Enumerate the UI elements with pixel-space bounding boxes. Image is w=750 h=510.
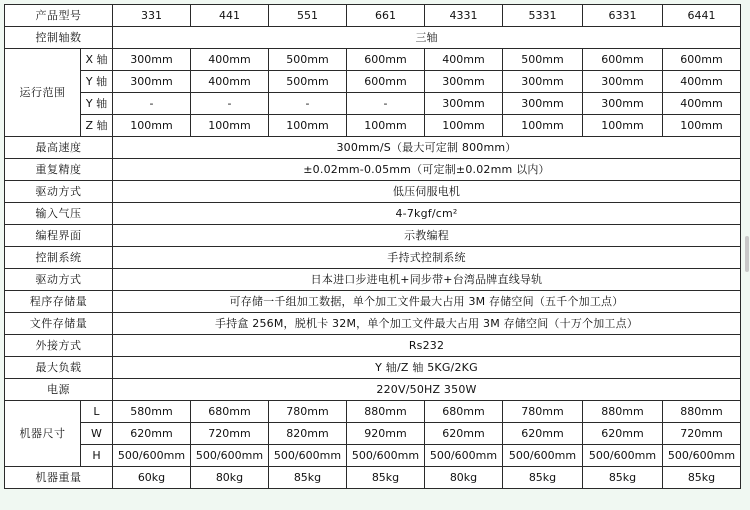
- size-cell: 580mm: [113, 401, 191, 423]
- range-cell: 500mm: [269, 71, 347, 93]
- range-cell: 500mm: [503, 49, 583, 71]
- spec-value: Rs232: [113, 335, 741, 357]
- size-cell: 680mm: [191, 401, 269, 423]
- model-cell: 6331: [583, 5, 663, 27]
- size-cell: 620mm: [425, 423, 503, 445]
- axis-label: Y 轴: [81, 71, 113, 93]
- weight-cell: 80kg: [425, 467, 503, 489]
- size-cell: 920mm: [347, 423, 425, 445]
- size-row-w: [5, 423, 741, 445]
- range-cell: 400mm: [191, 71, 269, 93]
- size-cell: 500/600mm: [663, 445, 741, 467]
- range-cell: 400mm: [663, 71, 741, 93]
- model-cell: 441: [191, 5, 269, 27]
- range-cell: 400mm: [425, 49, 503, 71]
- range-cell: -: [269, 93, 347, 115]
- range-cell: 600mm: [583, 49, 663, 71]
- size-row-l: [5, 401, 741, 423]
- spec-value: 手持盒 256M，脱机卡 32M，单个加工文件最大占用 3M 存储空间（十万个加工点）: [113, 313, 741, 335]
- row-label: 驱动方式: [5, 269, 113, 291]
- spec-value: 三轴: [113, 27, 741, 49]
- size-cell: 780mm: [503, 401, 583, 423]
- spec-value: 220V/50HZ 350W: [113, 379, 741, 401]
- range-cell: 100mm: [191, 115, 269, 137]
- model-row: [5, 5, 741, 27]
- range-cell: 500mm: [269, 49, 347, 71]
- model-cell: 5331: [503, 5, 583, 27]
- spec-row-programming: [5, 225, 741, 247]
- range-cell: 100mm: [347, 115, 425, 137]
- row-label: 产品型号: [5, 5, 113, 27]
- spec-value: 4-7kgf/cm²: [113, 203, 741, 225]
- spec-row-control: [5, 247, 741, 269]
- range-cell: 400mm: [191, 49, 269, 71]
- weight-row: [5, 467, 741, 489]
- spec-value: 手持式控制系统: [113, 247, 741, 269]
- weight-cell: 85kg: [503, 467, 583, 489]
- model-cell: 331: [113, 5, 191, 27]
- dim-label: H: [81, 445, 113, 467]
- size-cell: 500/600mm: [191, 445, 269, 467]
- range-row-y2: [5, 93, 741, 115]
- model-cell: 661: [347, 5, 425, 27]
- size-cell: 720mm: [191, 423, 269, 445]
- range-cell: 300mm: [503, 93, 583, 115]
- spec-row-precision: [5, 159, 741, 181]
- size-cell: 620mm: [583, 423, 663, 445]
- row-label: 控制系统: [5, 247, 113, 269]
- spec-row-interface: [5, 335, 741, 357]
- range-cell: 600mm: [347, 49, 425, 71]
- spec-row-file-storage: [5, 313, 741, 335]
- row-label: 程序存储量: [5, 291, 113, 313]
- size-cell: 620mm: [113, 423, 191, 445]
- weight-cell: 85kg: [269, 467, 347, 489]
- size-cell: 880mm: [583, 401, 663, 423]
- row-label: 机器重量: [5, 467, 113, 489]
- size-cell: 780mm: [269, 401, 347, 423]
- range-cell: 300mm: [113, 49, 191, 71]
- range-cell: -: [191, 93, 269, 115]
- size-cell: 820mm: [269, 423, 347, 445]
- size-cell: 500/600mm: [113, 445, 191, 467]
- weight-cell: 60kg: [113, 467, 191, 489]
- row-label: 外接方式: [5, 335, 113, 357]
- spec-value: 300mm/S（最大可定制 800mm）: [113, 137, 741, 159]
- axis-label: Z 轴: [81, 115, 113, 137]
- range-cell: 600mm: [663, 49, 741, 71]
- model-cell: 551: [269, 5, 347, 27]
- row-label: 编程界面: [5, 225, 113, 247]
- weight-cell: 85kg: [583, 467, 663, 489]
- range-cell: 100mm: [425, 115, 503, 137]
- spec-value: Y 轴/Z 轴 5KG/2KG: [113, 357, 741, 379]
- range-cell: 300mm: [425, 93, 503, 115]
- range-cell: 300mm: [583, 93, 663, 115]
- model-cell: 4331: [425, 5, 503, 27]
- axes-row: [5, 27, 741, 49]
- range-row-y: [5, 71, 741, 93]
- scrollbar-thumb[interactable]: [745, 236, 749, 272]
- spec-row-program-storage: [5, 291, 741, 313]
- range-cell: 100mm: [113, 115, 191, 137]
- row-label: 电源: [5, 379, 113, 401]
- range-cell: 300mm: [503, 71, 583, 93]
- dim-label: L: [81, 401, 113, 423]
- range-cell: 100mm: [503, 115, 583, 137]
- row-label: 驱动方式: [5, 181, 113, 203]
- row-label: 运行范围: [5, 49, 81, 137]
- weight-cell: 85kg: [347, 467, 425, 489]
- spec-row-drive: [5, 181, 741, 203]
- spec-value: ±0.02mm-0.05mm（可定制±0.02mm 以内）: [113, 159, 741, 181]
- range-cell: 100mm: [269, 115, 347, 137]
- range-cell: 100mm: [583, 115, 663, 137]
- axis-label: Y 轴: [81, 93, 113, 115]
- range-cell: 300mm: [113, 71, 191, 93]
- spec-row-load: [5, 357, 741, 379]
- size-cell: 500/600mm: [347, 445, 425, 467]
- spec-row-speed: [5, 137, 741, 159]
- spec-table: [4, 4, 741, 489]
- size-cell: 500/600mm: [269, 445, 347, 467]
- size-cell: 680mm: [425, 401, 503, 423]
- spec-row-drive-2: [5, 269, 741, 291]
- range-row-z: [5, 115, 741, 137]
- range-cell: 100mm: [663, 115, 741, 137]
- size-cell: 720mm: [663, 423, 741, 445]
- size-cell: 500/600mm: [425, 445, 503, 467]
- size-cell: 880mm: [663, 401, 741, 423]
- spec-value: 可存储一千组加工数据，单个加工文件最大占用 3M 存储空间（五千个加工点）: [113, 291, 741, 313]
- row-label: 机器尺寸: [5, 401, 81, 467]
- range-cell: -: [347, 93, 425, 115]
- range-cell: 300mm: [425, 71, 503, 93]
- weight-cell: 85kg: [663, 467, 741, 489]
- dim-label: W: [81, 423, 113, 445]
- size-row-h: [5, 445, 741, 467]
- range-row-x: [5, 49, 741, 71]
- range-cell: 400mm: [663, 93, 741, 115]
- spec-row-pressure: [5, 203, 741, 225]
- size-cell: 500/600mm: [583, 445, 663, 467]
- range-cell: 300mm: [583, 71, 663, 93]
- size-cell: 620mm: [503, 423, 583, 445]
- row-label: 最大负载: [5, 357, 113, 379]
- row-label: 输入气压: [5, 203, 113, 225]
- size-cell: 500/600mm: [503, 445, 583, 467]
- spec-value: 日本进口步进电机+同步带+台湾品牌直线导轨: [113, 269, 741, 291]
- spec-row-power: [5, 379, 741, 401]
- spec-value: 低压伺服电机: [113, 181, 741, 203]
- model-cell: 6441: [663, 5, 741, 27]
- weight-cell: 80kg: [191, 467, 269, 489]
- axis-label: X 轴: [81, 49, 113, 71]
- row-label: 最高速度: [5, 137, 113, 159]
- row-label: 重复精度: [5, 159, 113, 181]
- spec-value: 示教编程: [113, 225, 741, 247]
- size-cell: 880mm: [347, 401, 425, 423]
- row-label: 文件存储量: [5, 313, 113, 335]
- range-cell: 600mm: [347, 71, 425, 93]
- range-cell: -: [113, 93, 191, 115]
- row-label: 控制轴数: [5, 27, 113, 49]
